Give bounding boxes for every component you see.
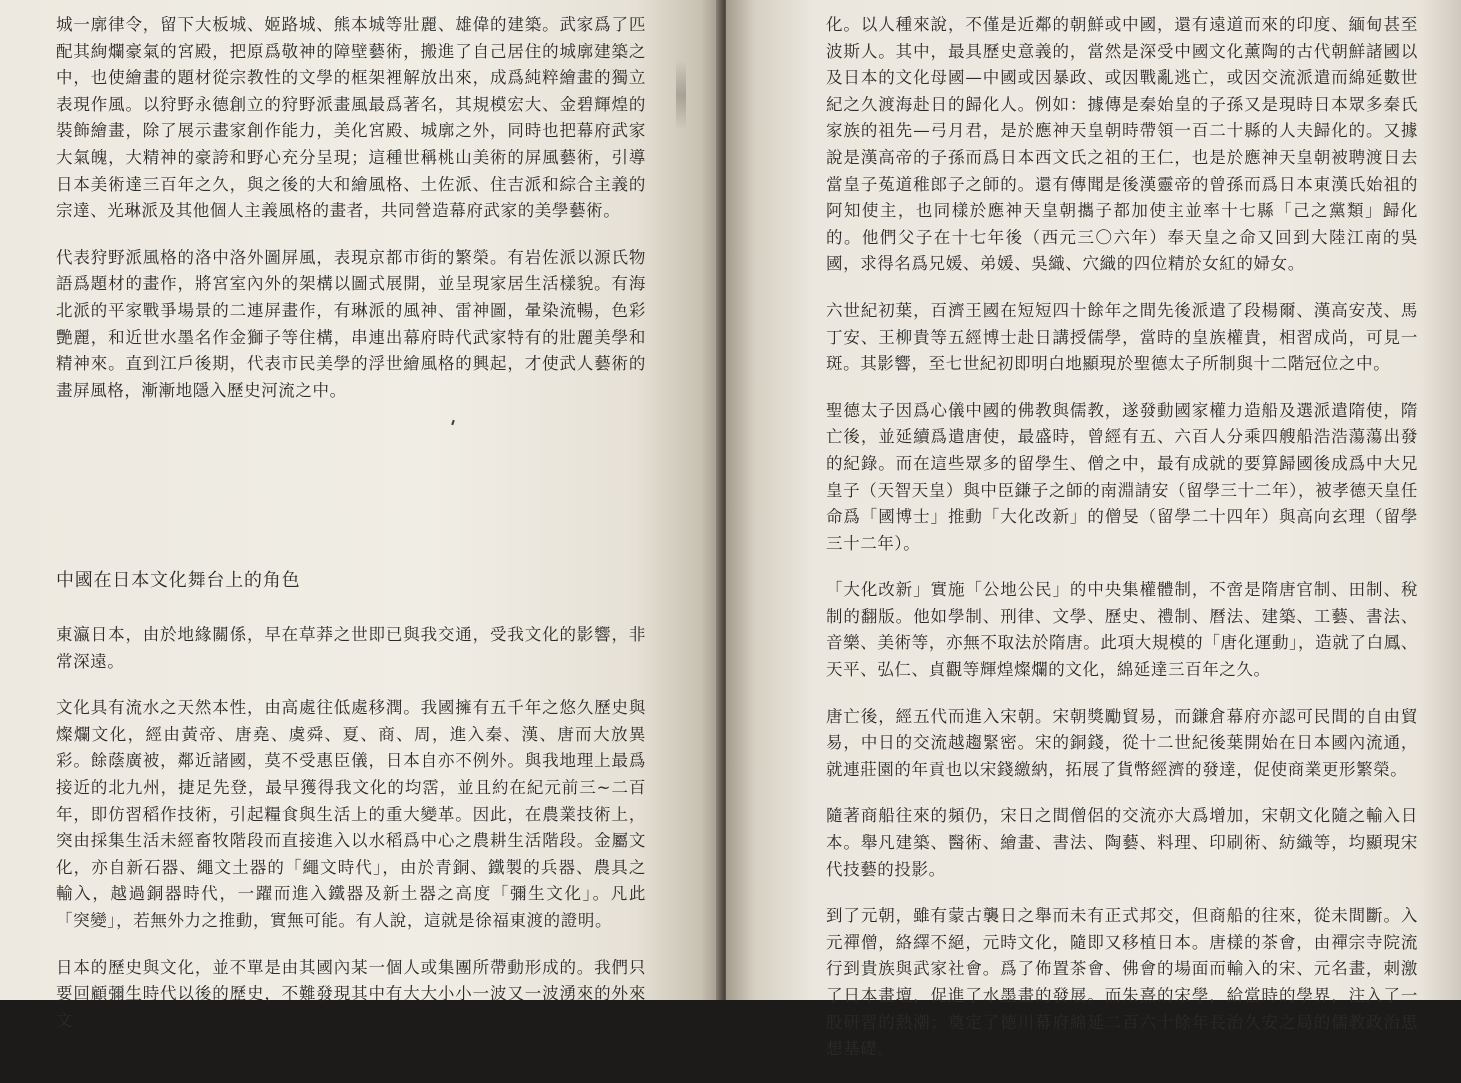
paragraph: 「大化改新」實施「公地公民」的中央集權體制，不啻是隋唐官制、田制、稅制的翻版。他如學制、刑律、文學、歷史、禮制、曆法、建築、工藝、書法、音樂、美術等，亦無不取法於隋唐。此項大規模的「唐化運動」，造就了白鳳、天平、弘仁、貞觀等輝煌燦爛的文化，綿延達三百年之久。	[826, 580, 1418, 680]
left-page	[0, 0, 722, 1030]
right-body-text	[826, 12, 1418, 1083]
pencil-smudge	[676, 60, 686, 130]
paragraph: 隨著商船往來的頻仍，宋日之間僧侶的交流亦大爲增加，宋朝文化隨之輸入日本。舉凡建築、醫術、繪畫、書法、陶藝、料理、印刷術、紡織等，均顯現宋代技藝的投影。	[826, 806, 1418, 879]
paragraph: 聖德太子因爲心儀中國的佛教與儒教，遂發動國家權力造船及選派遣隋使，隋亡後，並延續爲遣唐使，最盛時，曾經有五、六百人分乘四艘船浩浩蕩蕩出發的紀錄。而在這些眾多的留學生、僧之中，最有成就的要算歸國後成爲中大兄皇子（天智天皇）與中臣鎌子之師的南淵請安（留學三十二年），被孝德天皇任命爲「國博士」推動「大化改新」的僧旻（留學二十四年）與高向玄理（留學三十二年）。	[826, 400, 1418, 553]
paragraph: 六世紀初葉，百濟王國在短短四十餘年之間先後派遣了段楊爾、漢高安茂、馬丁安、王柳貴等五經博士赴日講授儒學，當時的皇族權貴，相習成尚，可見一斑。其影響，至七世紀初即明白地顯現於聖德太子所制與十二階冠位之中。	[826, 300, 1418, 374]
paragraph: 文化具有流水之天然本性，由高處往低處移潤。我國擁有五千年之悠久歷史與燦爛文化，經由黃帝、唐堯、虞舜、夏、商、周，進入秦、漢、唐而大放異彩。餘蔭廣被，鄰近諸國，莫不受惠臣儀，日本自亦不例外。與我地理上最爲接近的北九州，捷足先登，最早獲得我文化的均霑，並且約在紀元前三~二百年，即仿習稻作技術，引起糧食與生活上的重大變革。因此，在農業技術上，突由採集生活未經畜牧階段而直接進入以水稻爲中心之農耕生活階段。金屬文化，亦自新石器、繩文土器的「繩文時代」，由於青銅、鐵製的兵器、農具之輸入，越過銅器時代，一躍而進入鐵器及新土器之高度「彌生文化」。凡此「突變」，若無外力之推動，實無可能。有人說，這就是徐福東渡的證明。	[56, 698, 646, 930]
section-heading: 中國在日本文化舞台上的角色	[56, 570, 301, 591]
section-body-text	[56, 622, 646, 1054]
left-body-text	[56, 12, 646, 424]
page-edge-shadow	[1421, 0, 1461, 1000]
paragraph: 代表狩野派風格的洛中洛外圖屏風，表現京都市街的繁榮。有岩佐派以源氏物語爲題材的畫作，將宮室內外的架構以圖式展開，並呈現家居生活樣貌。有海北派的平家戰爭場景的二連屏畫作，有琳派的風神、雷神圖，暈染流暢，色彩艷麗，和近世水墨名作金獅子等住構，串連出幕府時代武家特有的壯麗美學和精神來。直到江戶後期，代表市民美學的浮世繪風格的興起，才使武人藝術的畫屏風格，漸漸地隱入歷史河流之中。	[56, 247, 646, 400]
paragraph: 東瀛日本，由於地緣關係，早在草莽之世即已與我交通，受我文化的影響，非常深遠。	[56, 625, 646, 671]
right-page	[726, 0, 1461, 1059]
paragraph: 到了元朝，雖有蒙古襲日之舉而未有正式邦交，但商船的往來，從未間斷。入元禪僧，絡繹不絕，元時文化，隨即又移植日本。唐樣的茶會，由禪宗寺院流行到貴族與武家社會。爲了佈置茶會、佛會的場面而輸入的宋、元名畫，刺激了日本畫壇，促進了水墨畫的發展。而朱熹的宋學，給當時的學界，注入了一股研習的熱潮；奠定了德川幕府綿延二百六十餘年長治久安之局的儒教政治思想基礎。	[826, 906, 1418, 1059]
paragraph: 城一廓律令，留下大板城、姬路城、熊本城等壯麗、雄偉的建築。武家爲了匹配其絢爛豪氣的宮殿，把原爲敬神的障壁藝術，搬進了自己居住的城廓建築之中，也使繪畫的題材從宗教性的文學的框架裡解放出來，成爲純粹繪畫的獨立表現作風。以狩野永德創立的狩野派畫風最爲著名，其規模宏大、金碧輝煌的裝飾繪畫，除了展示畫家創作能力，美化宮殿、城廓之外，同時也把幕府武家大氣魄，大精神的豪誇和野心充分呈現；這種世稱桃山美術的屏風藝術，引導日本美術達三百年之久，與之後的大和繪風格、土佐派、住吉派和綜合主義的宗達、光琳派及其他個人主義風格的畫者，共同營造幕府武家的美學藝術。	[56, 15, 646, 221]
paragraph: 化。以人種來說，不僅是近鄰的朝鮮或中國，還有遠道而來的印度、緬甸甚至波斯人。其中，最具歷史意義的，當然是深受中國文化薰陶的古代朝鮮諸國以及日本的文化母國—中國或因暴政、或因戰亂逃亡，或因交流派遣而綿延數世紀之久渡海赴日的歸化人。例如：據傳是秦始皇的子孫又是現時日本眾多秦氏家族的祖先—弓月君，是於應神天皇朝時帶領一百二十縣的人夫歸化的。又據說是漢高帝的子孫而爲日本西文氏之祖的王仁，也是於應神天皇朝被聘渡日去當皇子菟道稚郎子之師的。還有傳聞是後漢靈帝的曾孫而爲日本東漢氏始祖的阿知使主，也同樣於應神天皇朝攜子都加使主並率十七縣「己之黨類」歸化的。他們父子在十七年後（西元三〇六年）奉天皇之命又回到大陸江南的吳國，求得名爲兄媛、弟媛、吳織、穴織的四位精於女紅的婦女。	[826, 15, 1418, 274]
paragraph: 唐亡後，經五代而進入宋朝。宋朝獎勵貿易，而鎌倉幕府亦認可民間的自由貿易，中日的交流越趨緊密。宋的銅錢，從十二世紀後葉開始在日本國內流通，就連莊園的年貢也以宋錢繳納，拓展了貨幣經濟的發達，促使商業更形繁榮。	[826, 706, 1418, 779]
paragraph: 日本的歷史與文化，並不單是由其國內某一個人或集團所帶動形成的。我們只要回顧彌生時代以後的歷史，不難發現其中有大大小小一波又一波湧來的外來文	[56, 957, 646, 1030]
